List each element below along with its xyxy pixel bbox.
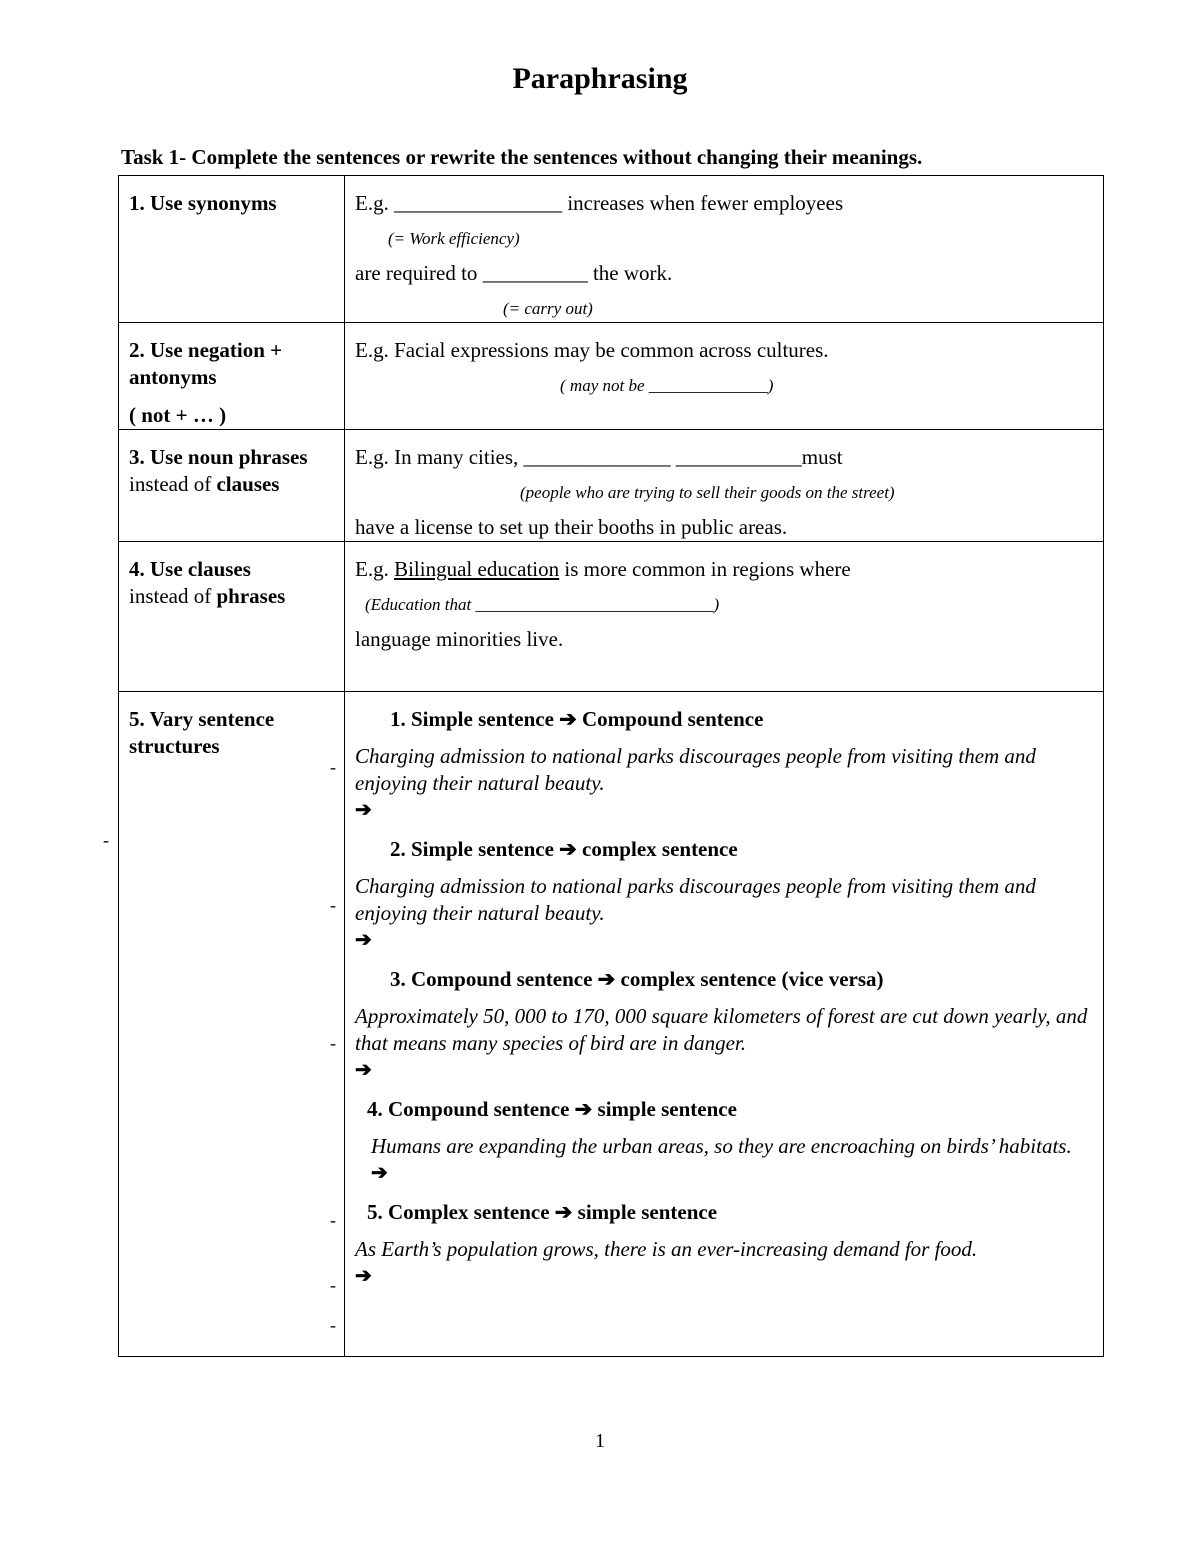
arrow-icon: ➔ [355, 1265, 372, 1287]
text: clauses [216, 472, 280, 496]
list-dash: - [103, 830, 109, 850]
text: E.g. [355, 557, 395, 581]
row-label: 4. Use clauses [129, 557, 251, 581]
arrow-icon: ➔ [371, 1162, 388, 1184]
example-sentence: As Earth’s population grows, there is an ever-increasing demand for food. [355, 1237, 978, 1261]
text: are required to [355, 261, 483, 285]
text: instead of [129, 584, 217, 608]
example-line [355, 444, 1093, 471]
example-line: have a license to set up their booths in public areas. [355, 515, 788, 539]
row-content-cell [345, 323, 1104, 430]
structure-heading: 1. Simple sentence ➔ Compound sentence [390, 707, 764, 731]
page-number: 1 [595, 1430, 605, 1452]
text: must [801, 445, 843, 469]
row-label-cell [119, 430, 345, 542]
row-label-cell [119, 176, 345, 323]
blank: __________ [482, 261, 588, 285]
row-label-cell [119, 542, 345, 692]
underlined-term: Bilingual education [394, 557, 560, 581]
row-label [129, 583, 334, 610]
row-content-cell [345, 692, 1104, 1357]
text: E.g. In many cities, [355, 445, 524, 469]
page-title: Paraphrasing [512, 62, 688, 95]
structure-heading: 2. Simple sentence ➔ complex sentence [390, 837, 738, 861]
row-label: 3. Use noun phrases [129, 445, 308, 469]
table-row [119, 323, 1104, 430]
hint: ( may not be ______________) [560, 376, 774, 395]
row-label: antonyms [129, 365, 217, 389]
hint: (= carry out) [503, 299, 593, 318]
text: E.g. [355, 191, 395, 215]
example-line [355, 190, 1093, 217]
example-line: E.g. Facial expressions may be common across cultures. [355, 338, 829, 362]
row-label: 1. Use synonyms [129, 191, 277, 215]
text: the work. [587, 261, 673, 285]
structure-item [355, 836, 1093, 954]
text: increases when fewer employees [562, 191, 844, 215]
table-row [119, 176, 1104, 323]
paraphrasing-table [118, 175, 1104, 1357]
arrow-icon: ➔ [355, 1059, 372, 1081]
row-label: 5. Vary sentence [129, 707, 275, 731]
row-label: structures [129, 734, 220, 758]
list-dash: - [330, 1315, 336, 1335]
example-sentence: Charging admission to national parks discourages people from visiting them and enjoying their natural beauty. [355, 874, 1036, 925]
list-dash: - [330, 1275, 336, 1295]
table-row [119, 542, 1104, 692]
row-label-cell [119, 692, 345, 1357]
row-content-cell [345, 430, 1104, 542]
row-label [129, 471, 334, 498]
row-label-cell [119, 323, 345, 430]
example-line [355, 260, 1093, 287]
list-dash: - [330, 1033, 336, 1053]
structure-item [355, 1096, 1093, 1187]
structure-item [355, 966, 1093, 1084]
row-content-cell [345, 542, 1104, 692]
arrow-icon: ➔ [355, 929, 372, 951]
hint: (Education that ____________________________) [365, 595, 720, 614]
blank: ________________ [394, 191, 563, 215]
table-row [119, 692, 1104, 1357]
structure-heading: 3. Compound sentence ➔ complex sentence (vice versa) [390, 967, 884, 991]
structure-item [355, 706, 1093, 824]
table-row [119, 430, 1104, 542]
list-dash: - [330, 895, 336, 915]
row-content-cell [345, 176, 1104, 323]
task-instruction: Task 1- Complete the sentences or rewrite the sentences without changing their meanings. [121, 145, 923, 169]
structure-heading: 4. Compound sentence ➔ simple sentence [367, 1097, 737, 1121]
hint: (= Work efficiency) [388, 229, 520, 248]
list-dash: - [330, 757, 336, 777]
structure-item [355, 1199, 1093, 1290]
blank: ______________ ____________ [523, 445, 802, 469]
example-sentence: Approximately 50, 000 to 170, 000 square kilometers of forest are cut down yearly, and that means many species of bird are in danger. [355, 1004, 1088, 1055]
text: is more common in regions where [559, 557, 851, 581]
structure-heading: 5. Complex sentence ➔ simple sentence [367, 1200, 718, 1224]
hint: (people who are trying to sell their goods on the street) [520, 483, 895, 502]
example-sentence: Humans are expanding the urban areas, so they are encroaching on birds’ habitats. [371, 1134, 1072, 1158]
row-label: 2. Use negation + [129, 338, 283, 362]
text: phrases [216, 584, 286, 608]
example-line: language minorities live. [355, 627, 564, 651]
list-dash: - [330, 1210, 336, 1230]
example-line [355, 556, 1093, 583]
example-sentence: Charging admission to national parks discourages people from visiting them and enjoying their natural beauty. [355, 744, 1036, 795]
text: instead of [129, 472, 217, 496]
row-label: ( not + … ) [129, 403, 227, 427]
arrow-icon: ➔ [355, 799, 372, 821]
